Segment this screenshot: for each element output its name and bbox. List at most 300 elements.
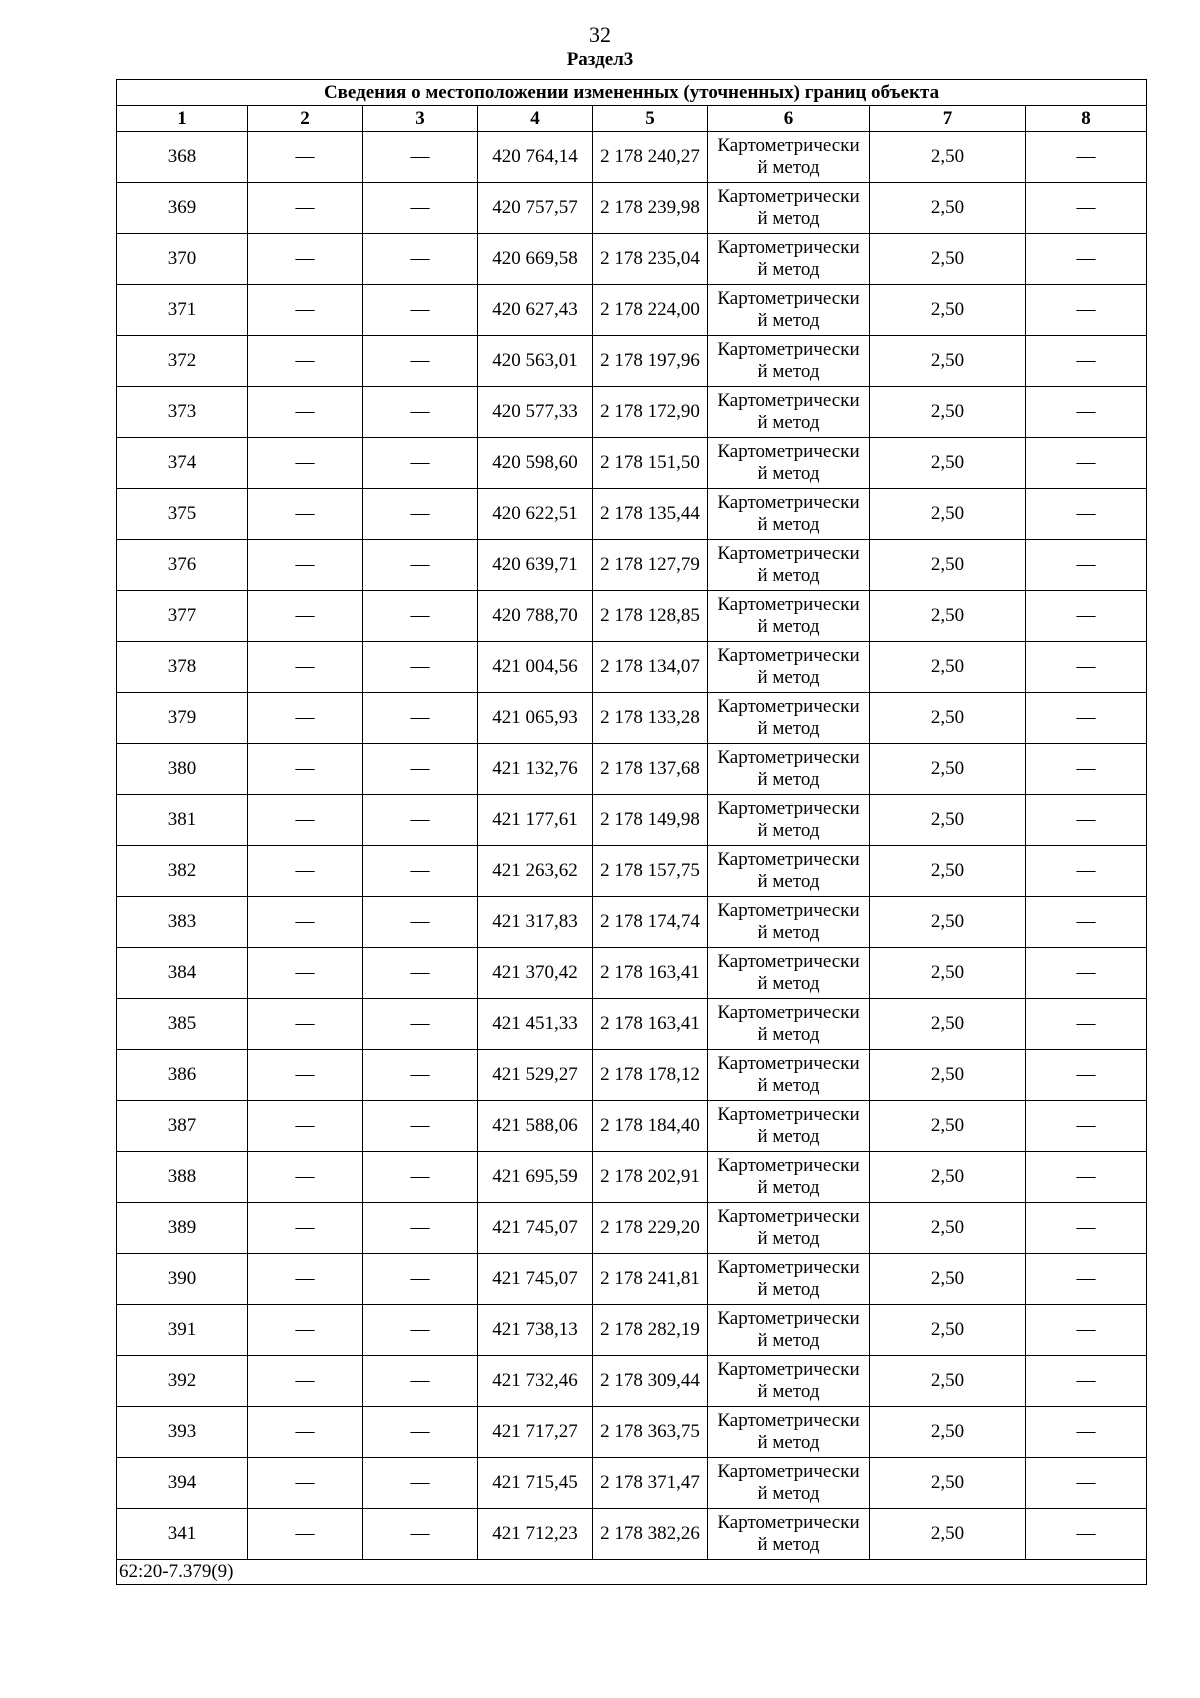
y-coordinate-cell: 2 178 133,28 [593,693,708,744]
column-2-cell: — [248,183,363,234]
column-3-cell: — [363,1407,478,1458]
column-8-cell: — [1026,1356,1147,1407]
method-line-2: й метод [757,1483,820,1504]
accuracy-cell: 2,50 [870,1458,1026,1509]
column-3-cell: — [363,1509,478,1560]
column-8-cell: — [1026,846,1147,897]
method-cell [708,1509,870,1560]
column-2-cell: — [248,948,363,999]
x-coordinate-cell: 420 577,33 [478,387,593,438]
column-2-cell: — [248,1305,363,1356]
point-number-cell: 385 [117,999,248,1050]
column-2-cell: — [248,846,363,897]
method-line-2: й метод [757,514,820,535]
table-row [117,234,1147,285]
table-row [117,1407,1147,1458]
accuracy-cell: 2,50 [870,489,1026,540]
y-coordinate-cell: 2 178 178,12 [593,1050,708,1101]
column-3-cell: — [363,999,478,1050]
column-3-cell: — [363,285,478,336]
method-cell [708,234,870,285]
method-line-2: й метод [757,1177,820,1198]
column-2-cell: — [248,387,363,438]
y-coordinate-cell: 2 178 282,19 [593,1305,708,1356]
accuracy-cell: 2,50 [870,540,1026,591]
x-coordinate-cell: 421 745,07 [478,1254,593,1305]
table-row [117,1152,1147,1203]
accuracy-cell: 2,50 [870,132,1026,183]
column-3-cell: — [363,1305,478,1356]
y-coordinate-cell: 2 178 163,41 [593,948,708,999]
method-line-2: й метод [757,565,820,586]
column-3-cell: — [363,1356,478,1407]
column-3-cell: — [363,846,478,897]
point-number-cell: 369 [117,183,248,234]
y-coordinate-cell: 2 178 371,47 [593,1458,708,1509]
y-coordinate-cell: 2 178 134,07 [593,642,708,693]
y-coordinate-cell: 2 178 229,20 [593,1203,708,1254]
column-header: 4 [478,106,593,132]
column-8-cell: — [1026,744,1147,795]
column-8-cell: — [1026,285,1147,336]
point-number-cell: 380 [117,744,248,795]
column-2-cell: — [248,489,363,540]
x-coordinate-cell: 421 588,06 [478,1101,593,1152]
point-number-cell: 375 [117,489,248,540]
column-2-cell: — [248,642,363,693]
column-8-cell: — [1026,132,1147,183]
column-3-cell: — [363,132,478,183]
method-line-2: й метод [757,1075,820,1096]
method-cell [708,591,870,642]
point-number-cell: 388 [117,1152,248,1203]
column-8-cell: — [1026,948,1147,999]
x-coordinate-cell: 421 370,42 [478,948,593,999]
method-line-2: й метод [757,820,820,841]
table-row [117,591,1147,642]
method-line-1: Картометрически [717,237,860,258]
column-8-cell: — [1026,489,1147,540]
column-8-cell: — [1026,1458,1147,1509]
method-line-1: Картометрически [717,135,860,156]
table-caption: Сведения о местоположении измененных (уточненных) границ объекта [117,80,1147,106]
method-line-1: Картометрически [717,594,860,615]
method-line-2: й метод [757,361,820,382]
method-line-1: Картометрически [717,492,860,513]
method-line-1: Картометрически [717,390,860,411]
y-coordinate-cell: 2 178 172,90 [593,387,708,438]
column-3-cell: — [363,642,478,693]
column-8-cell: — [1026,1305,1147,1356]
method-line-1: Картометрически [717,1155,860,1176]
column-3-cell: — [363,1101,478,1152]
point-number-cell: 392 [117,1356,248,1407]
column-8-cell: — [1026,1254,1147,1305]
table-row [117,1458,1147,1509]
table-row [117,1305,1147,1356]
table-row [117,1254,1147,1305]
method-cell [708,999,870,1050]
y-coordinate-cell: 2 178 202,91 [593,1152,708,1203]
method-line-1: Картометрически [717,1104,860,1125]
table-row [117,846,1147,897]
column-8-cell: — [1026,1152,1147,1203]
x-coordinate-cell: 421 317,83 [478,897,593,948]
method-line-1: Картометрически [717,798,860,819]
table-row [117,132,1147,183]
x-coordinate-cell: 420 788,70 [478,591,593,642]
x-coordinate-cell: 421 695,59 [478,1152,593,1203]
method-line-2: й метод [757,871,820,892]
y-coordinate-cell: 2 178 363,75 [593,1407,708,1458]
column-8-cell: — [1026,336,1147,387]
y-coordinate-cell: 2 178 382,26 [593,1509,708,1560]
method-line-2: й метод [757,922,820,943]
column-2-cell: — [248,132,363,183]
method-line-1: Картометрически [717,696,860,717]
method-line-2: й метод [757,1228,820,1249]
column-3-cell: — [363,744,478,795]
accuracy-cell: 2,50 [870,1203,1026,1254]
point-number-cell: 384 [117,948,248,999]
point-number-cell: 382 [117,846,248,897]
section-title: Раздел3 [566,49,634,70]
point-number-cell: 370 [117,234,248,285]
point-number-cell: 379 [117,693,248,744]
column-3-cell: — [363,1152,478,1203]
point-number-cell: 383 [117,897,248,948]
column-2-cell: — [248,1458,363,1509]
method-line-2: й метод [757,973,820,994]
method-cell [708,489,870,540]
column-header: 7 [870,106,1026,132]
method-cell [708,438,870,489]
column-2-cell: — [248,1203,363,1254]
method-cell [708,1356,870,1407]
accuracy-cell: 2,50 [870,1152,1026,1203]
table-row [117,642,1147,693]
point-number-cell: 377 [117,591,248,642]
x-coordinate-cell: 420 563,01 [478,336,593,387]
column-2-cell: — [248,1509,363,1560]
accuracy-cell: 2,50 [870,336,1026,387]
accuracy-cell: 2,50 [870,642,1026,693]
y-coordinate-cell: 2 178 224,00 [593,285,708,336]
method-line-2: й метод [757,157,820,178]
table-row [117,1203,1147,1254]
x-coordinate-cell: 421 132,76 [478,744,593,795]
column-3-cell: — [363,948,478,999]
column-2-cell: — [248,693,363,744]
column-2-cell: — [248,1152,363,1203]
method-cell [708,1050,870,1101]
table-row [117,999,1147,1050]
column-header: 5 [593,106,708,132]
column-3-cell: — [363,897,478,948]
accuracy-cell: 2,50 [870,1050,1026,1101]
x-coordinate-cell: 420 669,58 [478,234,593,285]
column-2-cell: — [248,438,363,489]
column-3-cell: — [363,336,478,387]
point-number-cell: 387 [117,1101,248,1152]
y-coordinate-cell: 2 178 163,41 [593,999,708,1050]
method-cell [708,1305,870,1356]
accuracy-cell: 2,50 [870,846,1026,897]
table-body [117,132,1147,1560]
column-2-cell: — [248,1050,363,1101]
y-coordinate-cell: 2 178 235,04 [593,234,708,285]
column-3-cell: — [363,1050,478,1101]
method-cell [708,795,870,846]
boundary-coordinates-table [116,79,1147,1585]
method-line-2: й метод [757,208,820,229]
accuracy-cell: 2,50 [870,285,1026,336]
method-cell [708,1458,870,1509]
method-line-1: Картометрически [717,1308,860,1329]
accuracy-cell: 2,50 [870,591,1026,642]
column-2-cell: — [248,744,363,795]
column-8-cell: — [1026,1203,1147,1254]
table-row [117,948,1147,999]
y-coordinate-cell: 2 178 174,74 [593,897,708,948]
x-coordinate-cell: 420 764,14 [478,132,593,183]
table-row [117,744,1147,795]
method-line-1: Картометрически [717,1053,860,1074]
accuracy-cell: 2,50 [870,999,1026,1050]
x-coordinate-cell: 421 065,93 [478,693,593,744]
accuracy-cell: 2,50 [870,387,1026,438]
method-cell [708,642,870,693]
accuracy-cell: 2,50 [870,1356,1026,1407]
point-number-cell: 391 [117,1305,248,1356]
method-cell [708,336,870,387]
x-coordinate-cell: 420 622,51 [478,489,593,540]
table-row [117,897,1147,948]
column-2-cell: — [248,591,363,642]
method-cell [708,1203,870,1254]
x-coordinate-cell: 421 529,27 [478,1050,593,1101]
method-line-2: й метод [757,1126,820,1147]
point-number-cell: 341 [117,1509,248,1560]
y-coordinate-cell: 2 178 241,81 [593,1254,708,1305]
column-header: 8 [1026,106,1147,132]
x-coordinate-cell: 421 004,56 [478,642,593,693]
accuracy-cell: 2,50 [870,744,1026,795]
column-3-cell: — [363,387,478,438]
method-line-2: й метод [757,1279,820,1300]
method-line-1: Картометрически [717,645,860,666]
column-3-cell: — [363,693,478,744]
column-3-cell: — [363,489,478,540]
point-number-cell: 374 [117,438,248,489]
method-line-1: Картометрически [717,186,860,207]
method-cell [708,744,870,795]
method-line-1: Картометрически [717,1461,860,1482]
method-line-1: Картометрически [717,288,860,309]
method-cell [708,948,870,999]
y-coordinate-cell: 2 178 128,85 [593,591,708,642]
column-2-cell: — [248,1407,363,1458]
accuracy-cell: 2,50 [870,1101,1026,1152]
column-3-cell: — [363,234,478,285]
x-coordinate-cell: 421 263,62 [478,846,593,897]
column-2-cell: — [248,234,363,285]
column-3-cell: — [363,183,478,234]
table-row [117,1509,1147,1560]
method-cell [708,132,870,183]
accuracy-cell: 2,50 [870,183,1026,234]
method-cell [708,1254,870,1305]
column-8-cell: — [1026,1509,1147,1560]
column-3-cell: — [363,1254,478,1305]
y-coordinate-cell: 2 178 137,68 [593,744,708,795]
point-number-cell: 386 [117,1050,248,1101]
column-8-cell: — [1026,1407,1147,1458]
method-cell [708,846,870,897]
method-line-2: й метод [757,463,820,484]
method-line-2: й метод [757,616,820,637]
point-number-cell: 393 [117,1407,248,1458]
x-coordinate-cell: 420 757,57 [478,183,593,234]
column-2-cell: — [248,540,363,591]
column-header: 1 [117,106,248,132]
method-line-1: Картометрически [717,900,860,921]
method-cell [708,693,870,744]
accuracy-cell: 2,50 [870,1509,1026,1560]
column-8-cell: — [1026,183,1147,234]
y-coordinate-cell: 2 178 127,79 [593,540,708,591]
point-number-cell: 373 [117,387,248,438]
method-line-2: й метод [757,1330,820,1351]
y-coordinate-cell: 2 178 184,40 [593,1101,708,1152]
method-cell [708,1101,870,1152]
table-row [117,489,1147,540]
point-number-cell: 368 [117,132,248,183]
method-line-2: й метод [757,1432,820,1453]
accuracy-cell: 2,50 [870,234,1026,285]
x-coordinate-cell: 421 732,46 [478,1356,593,1407]
column-2-cell: — [248,1356,363,1407]
y-coordinate-cell: 2 178 240,27 [593,132,708,183]
method-line-2: й метод [757,310,820,331]
method-line-1: Картометрически [717,951,860,972]
column-3-cell: — [363,1203,478,1254]
method-cell [708,387,870,438]
table-row [117,1356,1147,1407]
column-2-cell: — [248,795,363,846]
column-2-cell: — [248,1101,363,1152]
x-coordinate-cell: 420 627,43 [478,285,593,336]
accuracy-cell: 2,50 [870,1254,1026,1305]
method-cell [708,285,870,336]
table-footer-note: 62:20-7.379(9) [117,1560,1147,1585]
page-number: 32 [589,22,611,47]
column-8-cell: — [1026,897,1147,948]
point-number-cell: 389 [117,1203,248,1254]
column-2-cell: — [248,285,363,336]
method-cell [708,1152,870,1203]
column-3-cell: — [363,540,478,591]
y-coordinate-cell: 2 178 197,96 [593,336,708,387]
method-line-2: й метод [757,1024,820,1045]
x-coordinate-cell: 420 639,71 [478,540,593,591]
y-coordinate-cell: 2 178 149,98 [593,795,708,846]
x-coordinate-cell: 421 712,23 [478,1509,593,1560]
accuracy-cell: 2,50 [870,795,1026,846]
y-coordinate-cell: 2 178 135,44 [593,489,708,540]
method-line-1: Картометрически [717,1359,860,1380]
column-8-cell: — [1026,1101,1147,1152]
method-line-1: Картометрически [717,543,860,564]
accuracy-cell: 2,50 [870,693,1026,744]
column-2-cell: — [248,897,363,948]
table-row [117,438,1147,489]
column-8-cell: — [1026,999,1147,1050]
table-row [117,387,1147,438]
accuracy-cell: 2,50 [870,1305,1026,1356]
point-number-cell: 372 [117,336,248,387]
table-row [117,285,1147,336]
table-row [117,795,1147,846]
column-2-cell: — [248,999,363,1050]
column-8-cell: — [1026,438,1147,489]
table-row [117,693,1147,744]
method-cell [708,183,870,234]
column-header: 6 [708,106,870,132]
table-row [117,336,1147,387]
method-cell [708,1407,870,1458]
method-line-1: Картометрически [717,849,860,870]
method-cell [708,897,870,948]
column-3-cell: — [363,438,478,489]
column-8-cell: — [1026,540,1147,591]
method-line-2: й метод [757,259,820,280]
x-coordinate-cell: 421 738,13 [478,1305,593,1356]
point-number-cell: 376 [117,540,248,591]
method-line-1: Картометрически [717,339,860,360]
point-number-cell: 378 [117,642,248,693]
column-8-cell: — [1026,642,1147,693]
column-3-cell: — [363,795,478,846]
x-coordinate-cell: 421 717,27 [478,1407,593,1458]
method-line-2: й метод [757,1534,820,1555]
accuracy-cell: 2,50 [870,438,1026,489]
point-number-cell: 371 [117,285,248,336]
column-8-cell: — [1026,693,1147,744]
method-line-2: й метод [757,1381,820,1402]
column-3-cell: — [363,1458,478,1509]
table-row [117,1101,1147,1152]
column-8-cell: — [1026,591,1147,642]
point-number-cell: 394 [117,1458,248,1509]
x-coordinate-cell: 420 598,60 [478,438,593,489]
table-row [117,540,1147,591]
column-2-cell: — [248,1254,363,1305]
accuracy-cell: 2,50 [870,948,1026,999]
x-coordinate-cell: 421 715,45 [478,1458,593,1509]
method-line-1: Картометрически [717,1257,860,1278]
method-cell [708,540,870,591]
method-line-1: Картометрически [717,1002,860,1023]
x-coordinate-cell: 421 451,33 [478,999,593,1050]
method-line-1: Картометрически [717,1410,860,1431]
column-8-cell: — [1026,795,1147,846]
column-8-cell: — [1026,1050,1147,1101]
x-coordinate-cell: 421 177,61 [478,795,593,846]
method-line-2: й метод [757,667,820,688]
table-row [117,183,1147,234]
method-line-2: й метод [757,769,820,790]
